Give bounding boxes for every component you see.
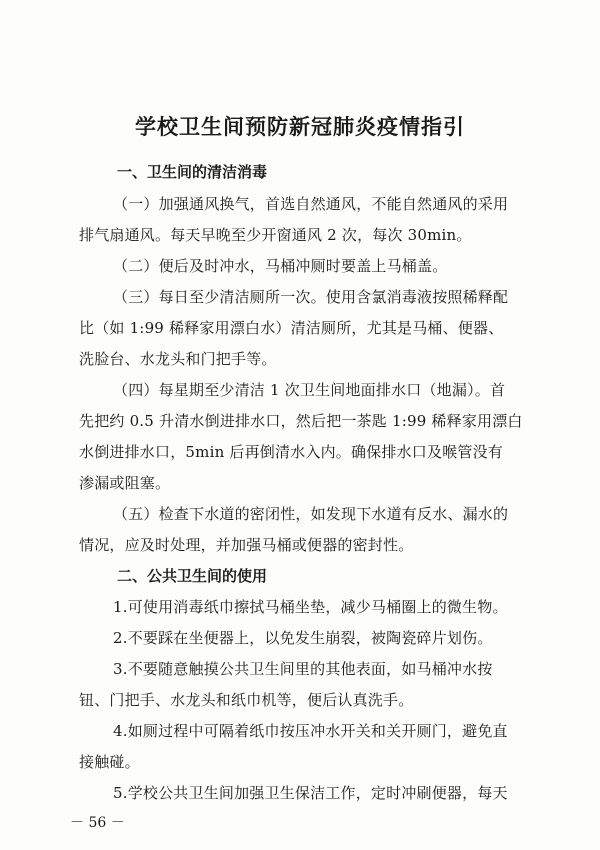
- paragraph-line: 先把约 0.5 升清水倒进排水口，然后把一茶匙 1:99 稀释家用漂白: [79, 412, 523, 430]
- paragraph-line: 3.不要随意触摸公共卫生间里的其他表面，如马桶冲水按: [113, 660, 493, 678]
- paragraph-line: （五）检查下水道的密闭性，如发现下水道有反水、漏水的: [113, 505, 509, 523]
- paragraph-line: （二）便后及时冲水，马桶冲厕时要盖上马桶盖。: [113, 257, 448, 275]
- paragraph-line: 排气扇通风。每天早晚至少开窗通风 2 次，每次 30min。: [79, 226, 472, 244]
- section-heading-public-use: 二、公共卫生间的使用: [117, 567, 268, 585]
- paragraph-line: 情况，应及时处理，并加强马桶或便器的密封性。: [79, 536, 414, 554]
- paragraph-line: 1.可使用消毒纸巾擦拭马桶坐垫，减少马桶圈上的微生物。: [113, 598, 508, 616]
- section-heading-cleaning: 一、卫生间的清洁消毒: [117, 163, 268, 181]
- paragraph-line: 渗漏或阻塞。: [79, 474, 171, 492]
- paragraph-line: 4.如厕过程中可隔着纸巾按压冲水开关和关开厕门，避免直: [113, 722, 508, 740]
- paragraph-line: （三）每日至少清洁厕所一次。使用含氯消毒液按照稀释配: [113, 288, 509, 306]
- paragraph-line: 比（如 1:99 稀释家用漂白水）清洁厕所，尤其是马桶、便器、: [79, 319, 504, 337]
- paragraph-line: 洗脸台、水龙头和门把手等。: [79, 350, 277, 368]
- document-title: 学校卫生间预防新冠肺炎疫情指引: [135, 114, 465, 139]
- paragraph-line: 接触碰。: [79, 753, 140, 771]
- paragraph-line: （一）加强通风换气，首选自然通风，不能自然通风的采用: [113, 195, 509, 213]
- page-number: － 56 －: [70, 815, 125, 831]
- paragraph-line: 5.学校公共卫生间加强卫生保洁工作，定时冲刷便器，每天: [113, 784, 508, 802]
- paragraph-line: 2.不要踩在坐便器上，以免发生崩裂，被陶瓷碎片划伤。: [113, 629, 493, 647]
- paragraph-line: （四）每星期至少清洁 1 次卫生间地面排水口（地漏）。首: [113, 381, 506, 399]
- paragraph-line: 水倒进排水口，5min 后再倒清水入内。确保排水口及喉管没有: [79, 443, 503, 461]
- paragraph-line: 钮、门把手、水龙头和纸巾机等，便后认真洗手。: [79, 691, 414, 709]
